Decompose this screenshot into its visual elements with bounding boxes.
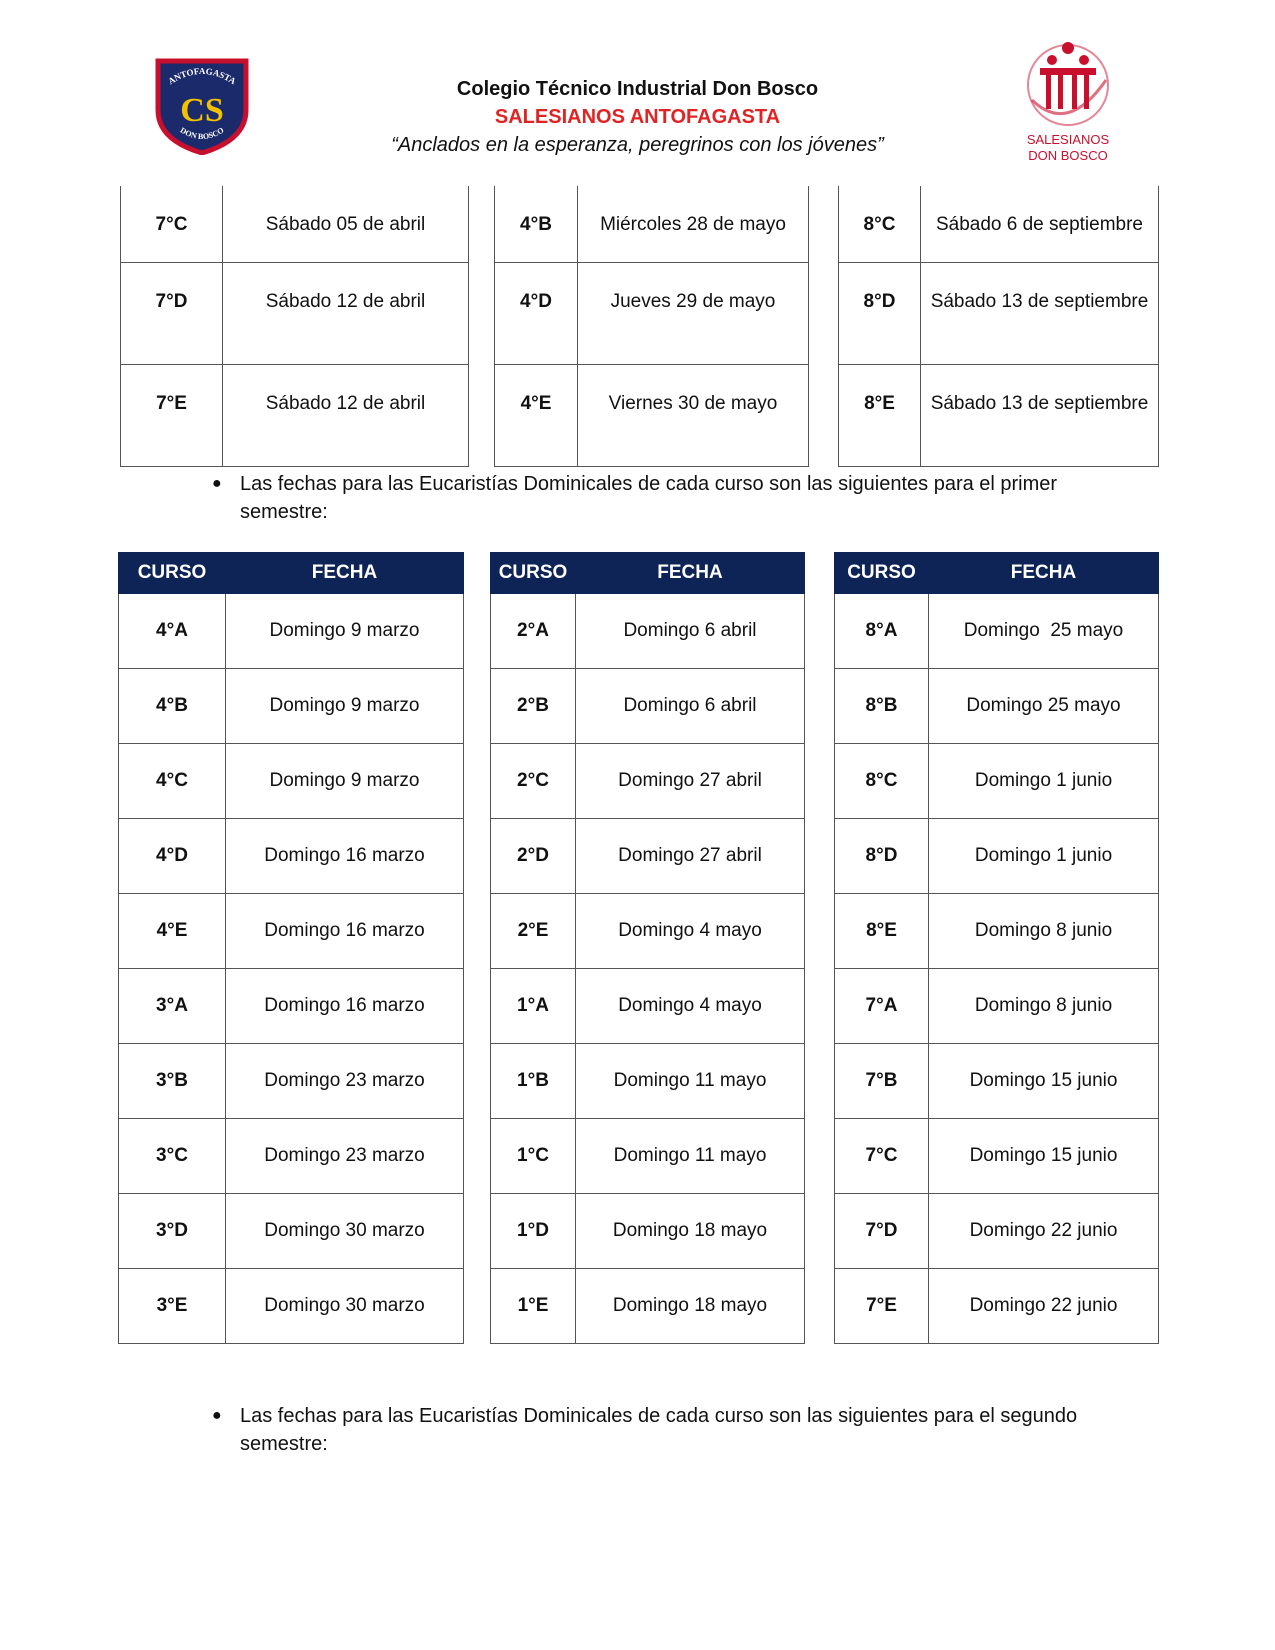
table-row (839, 262, 1159, 364)
top-table-1 (120, 186, 469, 467)
curso-cell: 7°B (835, 1044, 929, 1119)
fecha-cell: Domingo 23 marzo (226, 1044, 464, 1119)
fecha-cell: Domingo 9 marzo (226, 594, 464, 669)
curso-cell: 4°B (119, 669, 226, 744)
curso-cell: 1°E (491, 1269, 576, 1344)
curso-cell: 3°D (119, 1194, 226, 1269)
fecha-cell: Domingo 6 abril (576, 669, 805, 744)
curso-cell: 4°C (119, 744, 226, 819)
school-crest-logo (152, 55, 252, 155)
fecha-cell: Domingo 9 marzo (226, 669, 464, 744)
curso-cell: 1°D (491, 1194, 576, 1269)
table-row (835, 1119, 1159, 1194)
table-row (119, 894, 464, 969)
table-row (835, 894, 1159, 969)
fecha-cell: Domingo 4 mayo (576, 969, 805, 1044)
table-row (119, 1269, 464, 1344)
table-row (491, 894, 805, 969)
bullet-first-semester (212, 470, 1120, 526)
table-header-row (491, 553, 805, 594)
curso-cell: 2°A (491, 594, 576, 669)
curso-cell: 2°D (491, 819, 576, 894)
fecha-cell: Domingo 30 marzo (226, 1194, 464, 1269)
table-row (491, 1119, 805, 1194)
table-row (835, 744, 1159, 819)
curso-cell: 7°C (121, 186, 223, 262)
header-fecha: FECHA (226, 553, 464, 594)
svg-text:DON BOSCO: DON BOSCO (178, 125, 226, 142)
school-subtitle: SALESIANOS ANTOFAGASTA (494, 106, 781, 128)
curso-cell: 2°B (491, 669, 576, 744)
table-row (119, 744, 464, 819)
table-row (491, 1269, 805, 1344)
fecha-cell: Domingo 27 abril (576, 819, 805, 894)
table-row (839, 186, 1159, 262)
fecha-cell: Sábado 6 de septiembre (921, 186, 1159, 262)
curso-cell: 3°B (119, 1044, 226, 1119)
fecha-cell: Domingo 16 marzo (226, 819, 464, 894)
table-header-row (835, 553, 1159, 594)
table-row (119, 1194, 464, 1269)
fecha-cell: Domingo 25 mayo (929, 669, 1159, 744)
table-row (491, 969, 805, 1044)
table-row (119, 669, 464, 744)
curso-cell: 4°B (495, 186, 578, 262)
table-row (835, 1194, 1159, 1269)
fecha-cell: Domingo 30 marzo (226, 1269, 464, 1344)
table-row (119, 1119, 464, 1194)
fecha-cell: Domingo 27 abril (576, 744, 805, 819)
fecha-cell: Domingo 16 marzo (226, 894, 464, 969)
svg-text:ANTOFAGASTA: ANTOFAGASTA (166, 65, 238, 87)
fecha-cell: Domingo 1 junio (929, 819, 1159, 894)
table-row (491, 744, 805, 819)
table-row (495, 262, 809, 364)
curso-cell: 4°D (495, 262, 578, 364)
table-row (491, 819, 805, 894)
curso-cell: 7°D (835, 1194, 929, 1269)
fecha-cell: Domingo 4 mayo (576, 894, 805, 969)
table-row (119, 594, 464, 669)
bullet-dot-icon: ● (212, 1407, 222, 1424)
fecha-cell: Domingo 22 junio (929, 1194, 1159, 1269)
curso-cell: 8°C (835, 744, 929, 819)
salesianos-logo (1010, 40, 1130, 165)
table-row (835, 594, 1159, 669)
header-curso: CURSO (491, 553, 576, 594)
school-motto: “Anclados en la esperanza, peregrinos con los jóvenes” (391, 134, 884, 156)
fecha-cell: Domingo 18 mayo (576, 1194, 805, 1269)
fecha-cell: Miércoles 28 de mayo (578, 186, 809, 262)
curso-cell: 8°A (835, 594, 929, 669)
table-row (119, 819, 464, 894)
table-row (121, 262, 469, 364)
table-row (839, 364, 1159, 466)
fecha-cell: Domingo 15 junio (929, 1044, 1159, 1119)
table-row (491, 594, 805, 669)
fecha-cell: Domingo 25 mayo (929, 594, 1159, 669)
top-table-3 (838, 186, 1159, 467)
table-row (491, 1044, 805, 1119)
svg-text:SALESIANOS: SALESIANOS (1026, 132, 1110, 147)
fecha-cell: Domingo 11 mayo (576, 1044, 805, 1119)
curso-cell: 2°C (491, 744, 576, 819)
table-row (121, 364, 469, 466)
bullet-text: Las fechas para las Eucaristías Dominicales de cada curso son las siguientes para el primer semestre: (240, 473, 1058, 523)
fecha-cell: Domingo 23 marzo (226, 1119, 464, 1194)
curso-cell: 7°E (121, 364, 223, 466)
curso-cell: 2°E (491, 894, 576, 969)
header-curso: CURSO (119, 553, 226, 594)
curso-cell: 7°D (121, 262, 223, 364)
table-row (121, 186, 469, 262)
curso-cell: 3°E (119, 1269, 226, 1344)
fecha-cell: Sábado 13 de septiembre (921, 364, 1159, 466)
table-row (491, 1194, 805, 1269)
fecha-cell: Sábado 12 de abril (223, 262, 469, 364)
header-curso: CURSO (835, 553, 929, 594)
fecha-cell: Domingo 22 junio (929, 1269, 1159, 1344)
page-header (0, 0, 1275, 180)
bullet-dot-icon: ● (212, 475, 222, 492)
table-row (835, 969, 1159, 1044)
curso-cell: 4°D (119, 819, 226, 894)
header-fecha: FECHA (576, 553, 805, 594)
table-row (119, 969, 464, 1044)
svg-text:CS: CS (180, 92, 224, 129)
curso-cell: 4°A (119, 594, 226, 669)
fecha-cell: Domingo 6 abril (576, 594, 805, 669)
curso-cell: 8°E (835, 894, 929, 969)
bullet-second-semester (212, 1402, 1120, 1458)
curso-cell: 8°B (835, 669, 929, 744)
table-row (835, 669, 1159, 744)
svg-text:DON BOSCO: DON BOSCO (1028, 148, 1108, 163)
fecha-cell: Domingo 11 mayo (576, 1119, 805, 1194)
curso-cell: 7°E (835, 1269, 929, 1344)
table-header-row (119, 553, 464, 594)
curso-cell: 8°E (839, 364, 921, 466)
table-row (835, 1044, 1159, 1119)
table-row (835, 819, 1159, 894)
fecha-cell: Domingo 8 junio (929, 969, 1159, 1044)
semester-table-1 (118, 552, 464, 1344)
curso-cell: 7°C (835, 1119, 929, 1194)
curso-cell: 3°A (119, 969, 226, 1044)
curso-cell: 8°D (839, 262, 921, 364)
semester-table-2 (490, 552, 805, 1344)
bullet-text: Las fechas para las Eucaristías Dominicales de cada curso son las siguientes para el segundo semestre: (240, 1405, 1078, 1455)
fecha-cell: Domingo 1 junio (929, 744, 1159, 819)
fecha-cell: Domingo 8 junio (929, 894, 1159, 969)
fecha-cell: Sábado 12 de abril (223, 364, 469, 466)
fecha-cell: Domingo 16 marzo (226, 969, 464, 1044)
curso-cell: 1°A (491, 969, 576, 1044)
top-table-2 (494, 186, 809, 467)
curso-cell: 7°A (835, 969, 929, 1044)
table-row (495, 364, 809, 466)
fecha-cell: Domingo 15 junio (929, 1119, 1159, 1194)
table-row (491, 669, 805, 744)
fecha-cell: Domingo 9 marzo (226, 744, 464, 819)
curso-cell: 1°B (491, 1044, 576, 1119)
fecha-cell: Jueves 29 de mayo (578, 262, 809, 364)
fecha-cell: Sábado 05 de abril (223, 186, 469, 262)
table-row (495, 186, 809, 262)
curso-cell: 3°C (119, 1119, 226, 1194)
fecha-cell: Sábado 13 de septiembre (921, 262, 1159, 364)
fecha-cell: Viernes 30 de mayo (578, 364, 809, 466)
curso-cell: 1°C (491, 1119, 576, 1194)
table-row (119, 1044, 464, 1119)
curso-cell: 4°E (495, 364, 578, 466)
curso-cell: 8°C (839, 186, 921, 262)
fecha-cell: Domingo 18 mayo (576, 1269, 805, 1344)
curso-cell: 4°E (119, 894, 226, 969)
curso-cell: 8°D (835, 819, 929, 894)
header-fecha: FECHA (929, 553, 1159, 594)
school-name: Colegio Técnico Industrial Don Bosco (456, 78, 819, 100)
semester-table-3 (834, 552, 1159, 1344)
table-row (835, 1269, 1159, 1344)
